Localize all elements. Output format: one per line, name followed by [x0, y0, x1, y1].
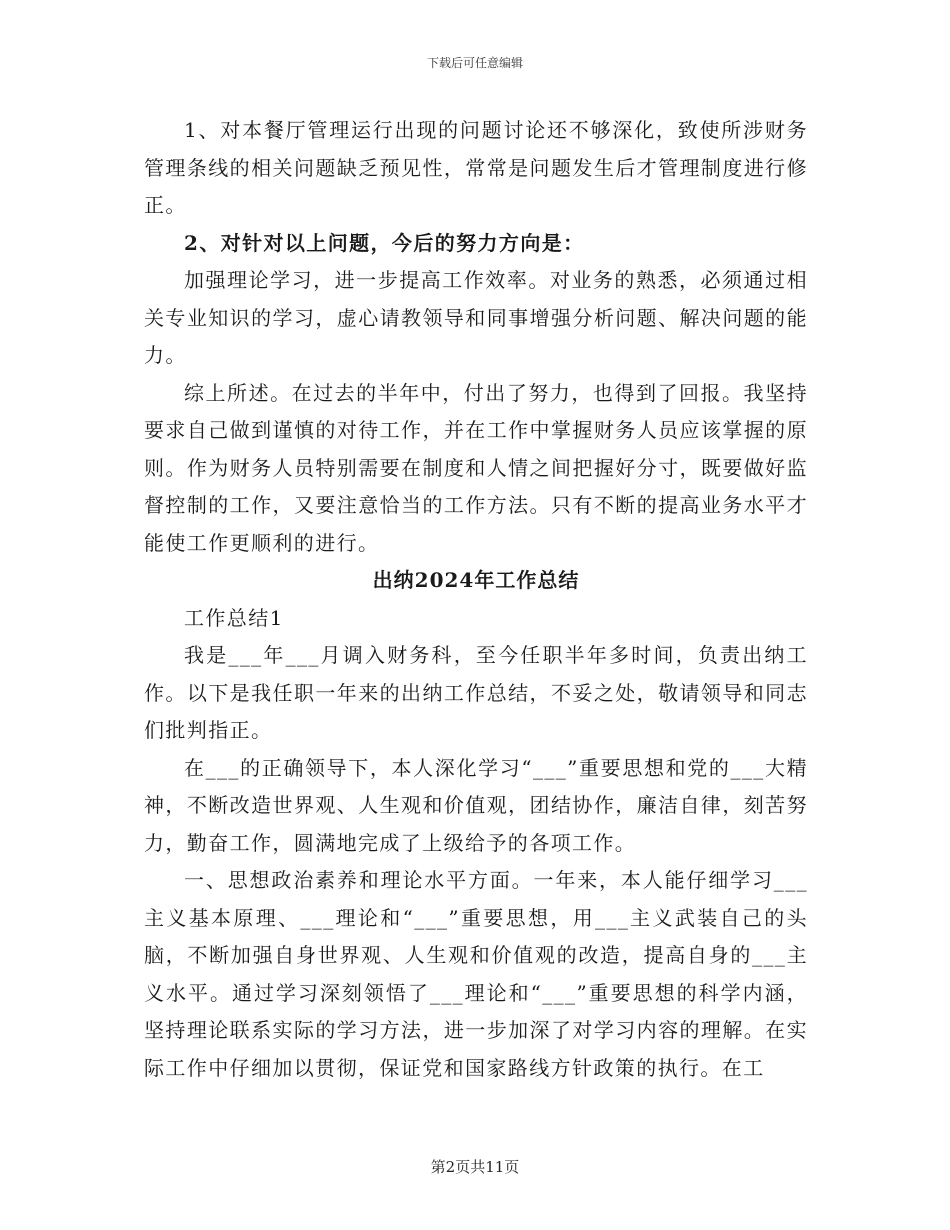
paragraph-political: 一、思想政治素养和理论水平方面。一年来，本人能仔细学习___主义基本原理、___理论和“___”重要思想，用___主义武装自己的头脑，不断加强自身世界观、人生观和价值观的改造，提高自身的___主义水平。通过学习深刻领悟了___理论和“___”重要思想的科学内涵，坚持理论联系实际的学习方法，进一步加深了对学习内容的理解。在实际工作中仔细加以贯彻，保证党和国家路线方针政策的执行。在工	[144, 868, 808, 1080]
paragraph-intro: 我是___年___月调入财务科，至今任职半年多时间，负责出纳工作。以下是我任职一年来的出纳工作总结，不妥之处，敬请领导和同志们批判指正。	[144, 643, 808, 742]
paragraph-leadership: 在___的正确领导下，本人深化学习“___”重要思想和党的___大精神，不断改造世界观、人生观和价值观，团结协作，廉洁自律，刻苦努力，勤奋工作，圆满地完成了上级给予的各项工作。	[144, 755, 808, 855]
document-body	[144, 112, 808, 1087]
paragraph-summary-label: 工作总结1	[184, 605, 284, 630]
paragraph-study: 加强理论学习，进一步提高工作效率。对业务的熟悉，必须通过相关专业知识的学习，虚心请教领导和同事增强分析问题、解决问题的能力。	[144, 268, 808, 367]
paragraph-summary: 综上所述。在过去的半年中，付出了努力，也得到了回报。我坚持要求自己做到谨慎的对待工作，并在工作中掌握财务人员应该掌握的原则。作为财务人员特别需要在制度和人情之间把握好分寸，既要做好监督控制的工作，又要注意恰当的工作方法。只有不断的提高业务水平才能使工作更顺利的进行。	[144, 380, 808, 555]
paragraph-problem-1: 1、对本餐厅管理运行出现的问题讨论还不够深化，致使所涉财务管理条线的相关问题缺乏预见性，常常是问题发生后才管理制度进行修正。	[144, 118, 808, 217]
page-footer: 第2页共11页	[430, 1158, 520, 1176]
section-title: 出纳2024年工作总结	[372, 568, 580, 592]
paragraph-heading-direction: 2、对针对以上问题，今后的努力方向是：	[184, 230, 585, 255]
page-header: 下载后可任意编辑	[426, 56, 523, 70]
